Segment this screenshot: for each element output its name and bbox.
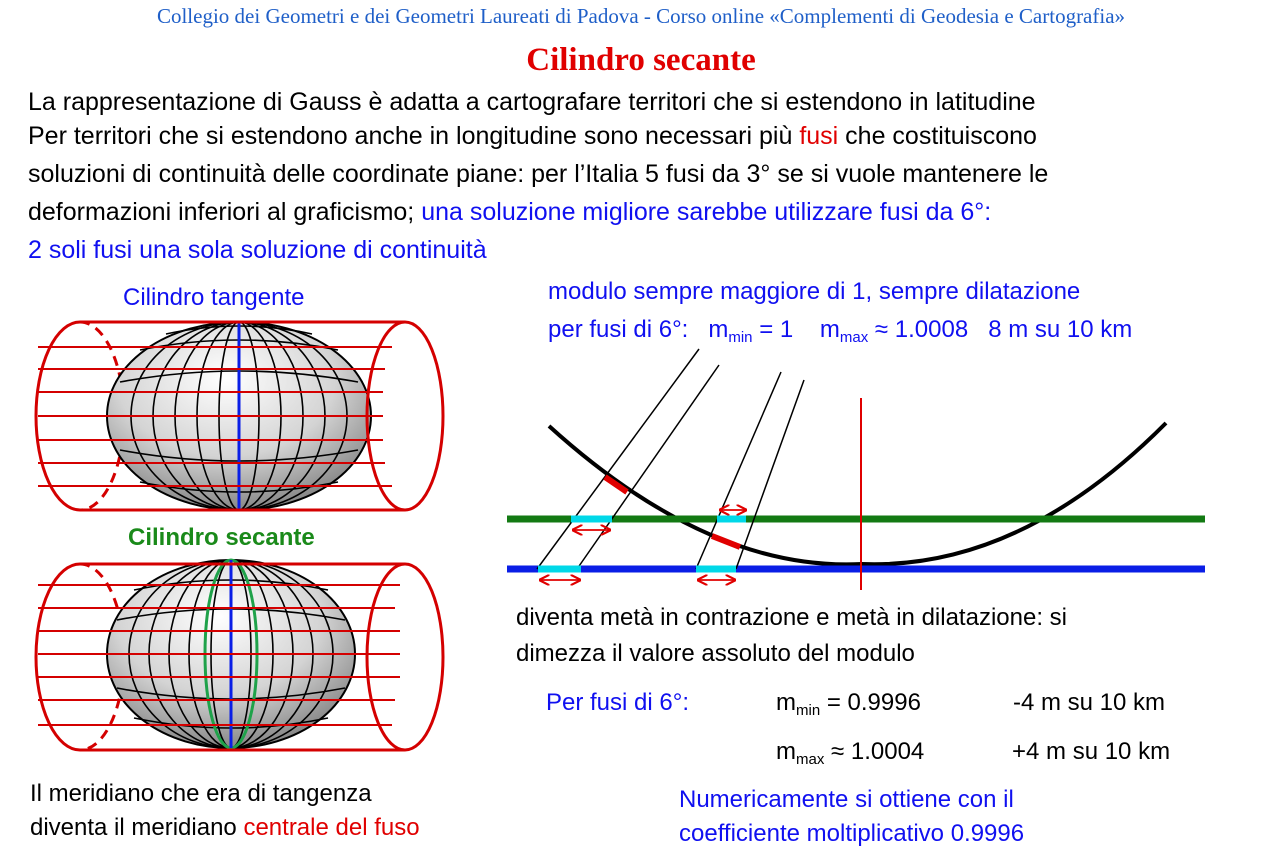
arc-highlights [605, 477, 740, 547]
min-subscript: min [796, 702, 821, 719]
m-min-value: = 0.9996 [826, 689, 921, 716]
intro-line-5: 2 soli fusi una sola soluzione di continuità [28, 236, 487, 264]
course-header: Collegio dei Geometri e dei Geometri Laureati di Padova - Corso online «Complementi di Geodesia e Cartografia» [156, 4, 1126, 28]
slide-title: Cilindro secante [526, 42, 756, 78]
tangent-cylinder-figure [36, 322, 443, 510]
intro-line-2-end: che costituiscono [838, 122, 1037, 150]
intro-line-2-start: Per territori che si estendono anche in longitudine sono necessari più [28, 122, 800, 150]
secant-note-line-1: diventa metà in contrazione e metà in dilatazione: si [516, 604, 1067, 631]
tangent-prefix: per fusi di 6°: [548, 316, 689, 343]
m-symbol: m [776, 738, 796, 765]
m-symbol: m [819, 316, 840, 343]
max-subscript: max [839, 329, 869, 346]
secant-cylinder-figure [36, 560, 443, 750]
m-max-value: ≈ 1.0004 [831, 738, 925, 765]
secant-note-line-2: dimezza il valore assoluto del modulo [516, 640, 915, 667]
secant-max-note: +4 m su 10 km [1012, 738, 1171, 765]
intro-line-4-start: deformazioni inferiori al graficismo; [28, 198, 422, 226]
m-max-value: ≈ 1.0008 [874, 316, 969, 343]
secant-cylinder-label: Cilindro secante [128, 524, 315, 551]
conclusion-line-1: Numericamente si ottiene con il [679, 786, 1014, 813]
tangent-cylinder-label: Cilindro tangente [123, 284, 305, 311]
meridian-note-line-1: Il meridiano che era di tangenza [30, 780, 372, 807]
secant-cylinder-front-rim [367, 564, 443, 750]
projection-rays [537, 349, 804, 569]
intro-line-3: soluzioni di continuità delle coordinate piane: per l’Italia 5 fusi da 3° se si vuole mantenere le [28, 160, 1049, 188]
max-subscript: max [796, 751, 825, 768]
m-symbol: m [708, 316, 729, 343]
secant-min-note: -4 m su 10 km [1013, 689, 1166, 716]
min-subscript: min [728, 329, 753, 346]
meridian-note-start: diventa il meridiano [30, 814, 244, 841]
secant-prefix: Per fusi di 6°: [546, 689, 689, 716]
tangent-max-note: 8 m su 10 km [988, 316, 1133, 343]
m-symbol: m [776, 689, 796, 716]
central-meridian-highlight: centrale del fuso [243, 814, 420, 841]
tangent-note-line-1: modulo sempre maggiore di 1, sempre dilatazione [548, 278, 1081, 305]
earth-arc [549, 423, 1166, 564]
m-min-value: = 1 [759, 316, 794, 343]
cross-section-diagram [507, 349, 1205, 590]
fusi-highlight: fusi [799, 122, 839, 150]
intro-line-1: La rappresentazione di Gauss è adatta a cartografare territori che si estendono in latitudine [28, 88, 1036, 116]
intro-line-4-blue: una soluzione migliore sarebbe utilizzare fusi da 6°: [421, 198, 992, 226]
conclusion-line-2: coefficiente moltiplicativo 0.9996 [679, 820, 1025, 847]
